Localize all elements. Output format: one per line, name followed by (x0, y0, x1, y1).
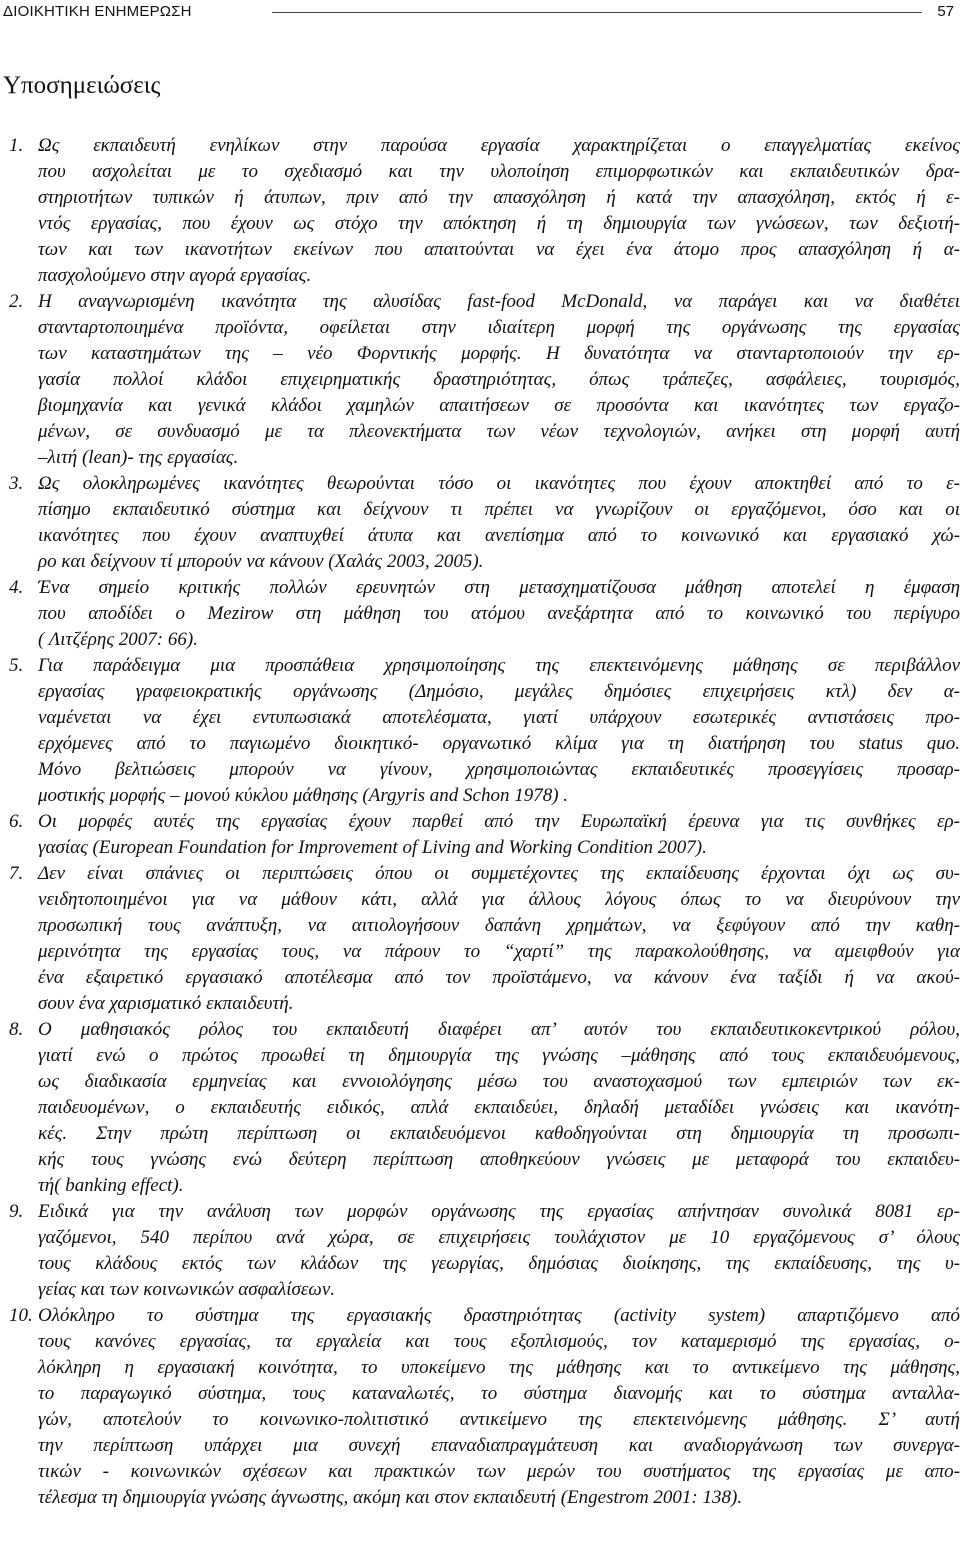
footnote-line: παιδευομένων, ο εκπαιδευτής ειδικός, απλά εκπαιδεύει, δηλαδή μεταδίδει γνώσεις και ικανότη- (38, 1097, 960, 1118)
footnotes-list (0, 133, 960, 1511)
footnote-line: στηριοτήτων τυπικών ή άτυπων, πριν από την απασχόληση ή κατά την απασχόληση, εκτός ή ε- (38, 187, 960, 208)
footnote-line: Δεν είναι σπάνιες οι περιπτώσεις όπου οι συμμετέχοντες της εκπαίδευσης έρχονται όχι ως συ- (38, 863, 960, 884)
footnote-line: τους κανόνες εργασίας, τα εργαλεία και τους εξοπλισμούς, τον καταμερισμό της εργασίας, ο- (38, 1331, 960, 1352)
footnote-line: Ως ολοκληρωμένες ικανότητες θεωρούνται τόσο οι ικανότητες που έχουν αποκτηθεί από το ε- (38, 473, 960, 494)
footnote-line: γών, αποτελούν το κοινωνικο-πολιτιστικό αντικείμενο της επεκτεινόμενης μάθησης. Σ’ αυτή (38, 1409, 960, 1430)
footnote-line: γείας και των κοινωνικών ασφαλίσεων. (38, 1279, 336, 1300)
footnote-line: –λιτή (lean)- της εργασίας. (38, 447, 239, 468)
footnote-number: 1. (9, 135, 24, 156)
footnote (0, 1303, 960, 1511)
footnote-line: κής τους γνώσης ενώ δεύτερη περίπτωση αποθηκεύουν γνώσεις με μεταφορά του εκπαιδευ- (38, 1149, 960, 1170)
footnote-number: 9. (9, 1201, 24, 1222)
footnote (0, 133, 960, 289)
footnote-line: προσωπική τους ανάπτυξη, να αιτιολογήσουν δαπάνη χρημάτων, να ξεφύγουν από την καθη- (38, 915, 960, 936)
footnote-number: 4. (9, 577, 24, 598)
footnote-line: τέλεσμα τη δημιουργία γνώσης άγνωστης, ακόμη και στον εκπαιδευτή (Engestrom 2001: 138). (38, 1487, 743, 1508)
footnote-line: ερχόμενες από το παγιωμένο διοικητικό- οργανωτικό κλίμα για τη διατήρηση του status quo. (38, 733, 960, 754)
footnote-line: την περίπτωση υπάρχει μια συνεχή επαναδιαπραγμάτευση και αναδιοργάνωση των συνεργα- (38, 1435, 960, 1456)
footnote-line: που αποδίδει ο Mezirow στη μάθηση του ατόμου ανεξάρτητα από το κοινωνικό του περίγυρο (38, 603, 960, 624)
footnote-line: ως διαδικασία ερμηνείας και εννοιολόγησης μέσω του αναστοχασμού των εμπειριών των εκ- (38, 1071, 960, 1092)
footnote (0, 653, 960, 809)
footnote (0, 861, 960, 1017)
footnote-line: το παραγωγικό σύστημα, τους καταναλωτές, το σύστημα διανομής και το σύστημα ανταλλα- (38, 1383, 960, 1404)
section-title: Υποσημειώσεις (3, 72, 161, 99)
footnote (0, 1199, 960, 1303)
footnote-line: Ως εκπαιδευτή ενηλίκων στην παρούσα εργασία χαρακτηρίζεται ο επαγγελματίας εκείνος (38, 135, 960, 156)
footnote-line: πασχολούμενο στην αγορά εργασίας. (38, 265, 312, 286)
page-number: 57 (937, 3, 954, 20)
footnote-line: Ολόκληρο το σύστημα της εργασιακής δραστηριότητας (activity system) απαρτιζόμενο από (38, 1305, 960, 1326)
footnote-line: λόκληρη η εργασιακή κοινότητα, το υποκείμενο της μάθησης και το αντικείμενο της μάθησης, (38, 1357, 960, 1378)
footnote-line: ικανότητες που έχουν αναπτυχθεί άτυπα και ανεπίσημα από το κοινωνικό και εργασιακό χώ- (38, 525, 960, 546)
footnote-line: των καταστημάτων της – νέο Φορντικής μορφής. Η δυνατότητα να σταντaρτοποιούν την ερ- (38, 343, 960, 364)
footnote-line: γασία πολλοί κλάδοι επιχειρηματικής δραστηριότητας, όπως τράπεζες, ασφάλειες, τουρισμός, (38, 369, 960, 390)
header-rule (272, 12, 922, 13)
footnote-line: που ασχολείται με το σχεδιασμό και την υλοποίηση επιμορφωτικών και εκπαιδευτικών δρα- (38, 161, 960, 182)
footnote-number: 7. (9, 863, 24, 884)
footnote-line: σταντaρτοποιημένα προϊόντα, οφείλεται στην ιδιαίτερη μορφή της οργάνωσης της εργασίας (38, 317, 960, 338)
footnote-number: 6. (9, 811, 24, 832)
footnote-number: 2. (9, 291, 24, 312)
footnote-number: 5. (9, 655, 24, 676)
footnote-line: μερινότητα της εργασίας τους, να πάρουν το “χαρτί” της παρακολούθησης, να αμειφθούν για (38, 941, 960, 962)
footnote-line: ναμένεται να έχει εντυπωσιακά αποτελέσματα, γιατί υπάρχουν εσωτερικές αντιστάσεις προ- (38, 707, 960, 728)
footnote-line: τικών - κοινωνικών σχέσεων και πρακτικών των μερών του συστήματος της εργασίας με απο- (38, 1461, 960, 1482)
running-header (0, 0, 960, 30)
footnote-line: ρο και δείχνουν τί μπορούν να κάνουν (Χαλάς 2003, 2005). (38, 551, 484, 572)
footnote-line: νειδητοποιημένοι για να μάθουν κάτι, αλλά για άλλους λόγους όπως το να διευρύνουν την (38, 889, 960, 910)
footnote-line: Για παράδειγμα μια προσπάθεια χρησιμοποίησης της επεκτεινόμενης μάθησης σε περιβάλλον (38, 655, 960, 676)
footnote-line: γασίας (European Foundation for Improvement of Living and Working Condition 2007). (38, 837, 707, 858)
footnote-line: εργασίας γραφειοκρατικής οργάνωσης (Δημόσιο, μεγάλες δημόσιες επιχειρήσεις κτλ) δεν α- (38, 681, 960, 702)
footnote-line: πίσημο εκπαιδευτικό σύστημα και δείχνουν τι πρέπει να γνωρίζουν οι εργαζόμενοι, όσο και οι (38, 499, 960, 520)
footnote-number: 3. (9, 473, 24, 494)
footnote-line: τους κλάδους εκτός των κλάδων της γεωργίας, δημόσιας διοίκησης, της εκπαίδευσης, της υ- (38, 1253, 960, 1274)
footnote (0, 575, 960, 653)
footnote-line: Ο μαθησιακός ρόλος του εκπαιδευτή διαφέρει απ’ αυτόν του εκπαιδευτικοκεντρικού ρόλου, (38, 1019, 960, 1040)
footnote-number: 10. (9, 1305, 33, 1326)
footnote-line: των και των ικανοτήτων εκείνων που απαιτούνται να έχει ένα άτομο προς απασχόληση ή α- (38, 239, 960, 260)
footnote-line: Ειδικά για την ανάλυση των μορφών οργάνωσης της εργασίας απήντησαν συνολικά 8081 ερ- (38, 1201, 960, 1222)
footnote-line: ένα εξαιρετικό εργασιακό αποτέλεσμα από τον προϊστάμενο, να κάνουν ένα ταξίδι ή να ακού- (38, 967, 960, 988)
footnote (0, 471, 960, 575)
footnote-line: Οι μορφές αυτές της εργασίας έχουν παρθεί από την Ευρωπαϊκή έρευνα για τις συνθήκες ερ- (38, 811, 960, 832)
footnote-line: κές. Στην πρώτη περίπτωση οι εκπαιδευόμενοι καθοδηγούνται στη δημιουργία τη προσωπι- (38, 1123, 960, 1144)
footnote-number: 8. (9, 1019, 24, 1040)
footnote-line: Η αναγνωρισμένη ικανότητα της αλυσίδας fast-food McDonald, να παράγει και να διαθέτει (38, 291, 960, 312)
footnote-line: σουν ένα χαρισματικό εκπαιδευτή. (38, 993, 294, 1014)
footnote-line: τή( banking effect). (38, 1175, 184, 1196)
footnote-line: βιομηχανία και γενικά κλάδοι χαμηλών απαιτήσεων σε προσόντα και ικανότητες των εργαζο- (38, 395, 960, 416)
footnote-line: Μόνο βελτιώσεις μπορούν να γίνουν, χρησιμοποιώντας εκπαιδευτικές προσεγγίσεις προσαρ- (38, 759, 960, 780)
footnote-line: ντός εργασίας, που έχουν ως στόχο την απόκτηση ή τη δημιουργία των γνώσεων, των δεξιοτή- (38, 213, 960, 234)
footnote-line: μοστικής μορφής – μονού κύκλου μάθησης (Argyris and Schon 1978) . (38, 785, 569, 806)
footnote-line: ( Λιτζέρης 2007: 66). (38, 629, 198, 650)
footnote (0, 1017, 960, 1199)
footnote (0, 289, 960, 471)
footnote (0, 809, 960, 861)
footnote-line: μένων, σε συνδυασμό με τα πλεονεκτήματα των νέων τεχνολογιών, ανήκει στη μορφή αυτή (38, 421, 960, 442)
footnote-line: γαζόμενοι, 540 περίπου ανά χώρα, σε επιχειρήσεις τουλάχιστον με 10 εργαζόμενους σ’ όλους (38, 1227, 960, 1248)
running-title: ΔΙΟΙΚΗΤΙΚΗ ΕΝΗΜΕΡΩΣΗ (3, 3, 192, 20)
footnote-line: Ένα σημείο κριτικής πολλών ερευνητών στη μετασχηματίζουσα μάθηση αποτελεί η έμφαση (38, 577, 960, 598)
footnote-line: γιατί ενώ ο πρώτος προωθεί τη δημιουργία της γνώσης –μάθησης από τους εκπαιδευόμενους, (38, 1045, 960, 1066)
